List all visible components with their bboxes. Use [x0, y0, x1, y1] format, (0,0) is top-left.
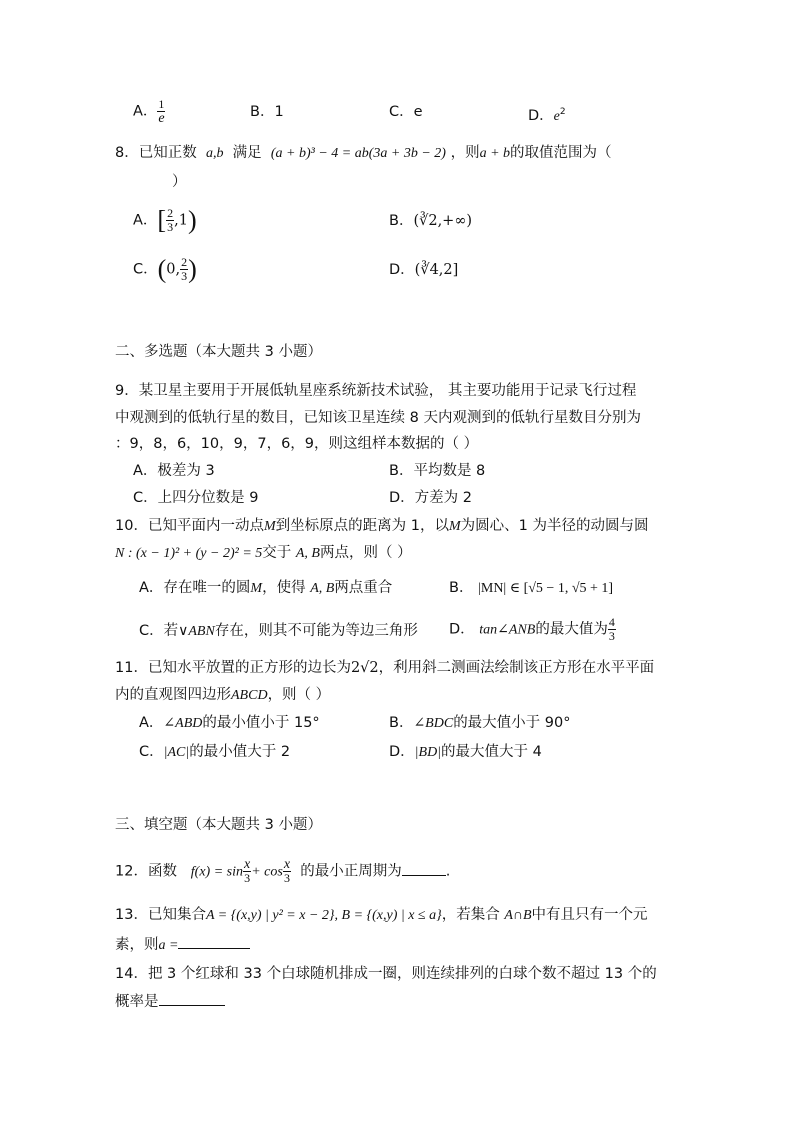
- q11-line-2: 内的直观图四边形ABCD，则（ ）: [115, 687, 331, 703]
- q14-answer-blank[interactable]: [159, 991, 225, 1006]
- q12-stem: 12．函数 f(x) = sin $\frac{x}{3}$ + cos $\frac{x}{3}$ 的最小正周期为 .: [115, 857, 451, 885]
- q11-option-c: C．|AC|的最小值大于 2: [139, 744, 291, 760]
- q9-option-d: D．方差为 2: [389, 490, 472, 506]
- q8-option-d: D．(∛4,2]: [389, 262, 459, 278]
- q11-option-b: B．∠BDC的最大值小于 90°: [389, 715, 571, 731]
- q10-line-2: N : (x − 1)² + (y − 2)² = 5交于 A, B两点，则（ ）: [115, 545, 412, 561]
- q9-line-1: 9．某卫星主要用于开展低轨星座系统新技术试验， 其主要功能用于记录飞行过程: [115, 383, 637, 399]
- q10-option-c: C．若∨ABN存在，则其不可能为等边三角形: [139, 623, 418, 639]
- q11-option-d: D．|BD|的最大值大于 4: [389, 744, 542, 760]
- q13-line-1: 13．已知集合A = {(x,y) | y² = x − 2}, B = {(x,y) | x ≤ a}，若集合 A∩B中有且只有一个元: [115, 907, 648, 923]
- q7-option-c: C．e: [389, 104, 423, 120]
- q8-option-a: A．[ $\frac{2}{3}$ ,1): [133, 205, 197, 235]
- q8-close-paren: ）: [172, 174, 187, 190]
- q8-option-c: C．(0, $\frac{2}{3}$ ): [133, 254, 197, 284]
- q11-option-a: A．∠ABD的最小值小于 15°: [139, 715, 320, 731]
- q9-option-a: A．极差为 3: [133, 463, 215, 479]
- q11-line-1: 11．已知水平放置的正方形的边长为2√2，利用斜二测画法绘制该正方形在水平平面: [115, 660, 655, 676]
- section-2-heading: 二、多选题（本大题共 3 小题）: [115, 344, 322, 360]
- q13-answer-blank[interactable]: [178, 934, 250, 949]
- q12-answer-blank[interactable]: [402, 861, 446, 876]
- fraction: $\frac{1}{e}$: [158, 97, 165, 126]
- section-3-heading: 三、填空题（本大题共 3 小题）: [115, 817, 322, 833]
- q9-line-2: 中观测到的低轨行星的数目，已知该卫星连续 8 天内观测到的低轨行星数目分别为: [115, 410, 641, 426]
- q14-line-1: 14．把 3 个红球和 33 个白球随机排成一圈，则连续排列的白球个数不超过 13 个的: [115, 966, 657, 982]
- q8-stem: 8．已知正数 a,b 满足 (a + b)³ − 4 = ab(3a + 3b − 2) ，则a + b的取值范围为（: [115, 145, 612, 161]
- q10-option-a: A．存在唯一的圆M，使得 A, B两点重合: [139, 580, 393, 596]
- q10-option-d: D． tan∠ANB的最大值为 $\frac{4}{3}$: [449, 615, 615, 643]
- q13-line-2: 素，则a =: [115, 934, 250, 956]
- q9-option-b: B．平均数是 8: [389, 463, 486, 479]
- q9-line-3: ：9，8，6，10，9，7，6，9，则这组样本数据的（ ）: [115, 436, 479, 452]
- q8-option-b: B．(∛2,+∞): [389, 213, 473, 229]
- q10-option-b: B． |MN| ∈ [√5 − 1, √5 + 1]: [449, 580, 614, 596]
- q7-option-d: D．$e^2$: [528, 107, 566, 124]
- q7-option-b: B．1: [250, 104, 284, 120]
- q10-line-1: 10．已知平面内一动点M到坐标原点的距离为 1，以M为圆心、1 为半径的动圆与圆: [115, 518, 649, 534]
- q7-option-a: A． $\frac{1}{e}$: [133, 97, 165, 126]
- q9-option-c: C．上四分位数是 9: [133, 490, 259, 506]
- q14-line-2: 概率是: [115, 991, 225, 1012]
